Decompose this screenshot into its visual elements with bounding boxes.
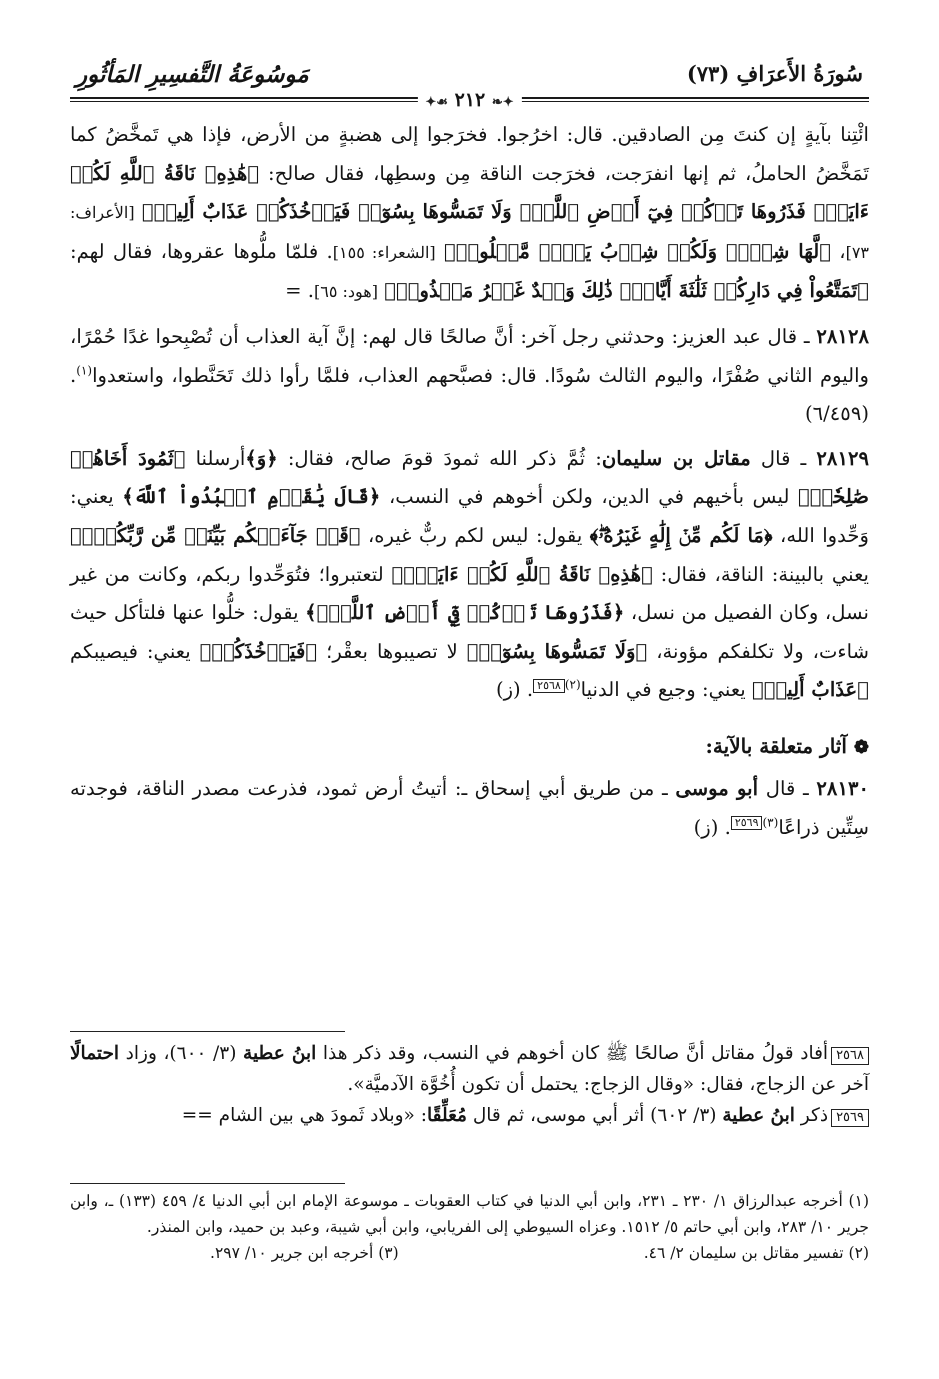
- verse-reference: [الشعراء: ١٥٥]: [332, 242, 436, 262]
- text-run: ـ قال: [750, 446, 817, 470]
- text-run: ،: [830, 239, 846, 263]
- page-header: [70, 55, 869, 111]
- scholar-name: ابنُ عطية: [722, 1105, 795, 1126]
- text-run: ـ قال: [758, 776, 817, 800]
- quran-verse: ﴿هَٰذِهِۦ نَاقَةُ ٱللَّهِ لَكُمۡ ءَايَةٗۖ فَذَرُوهَا تَأۡكُلۡ فِيٓ أَرۡضِ ٱللَّهِۖ وَلَا تَمَسُّوهَا بِسُوٓءٖ فَيَأۡخُذَكُمۡ عَذَابٌ أَلِيمٞ﴾: [70, 161, 869, 224]
- text-run: يعني بالبينة: الناقة، فقال:: [652, 562, 869, 586]
- quran-verse: ﴿قَالَ يَٰقَوۡمِ ٱعۡبُدُواْ ٱللَّهَ﴾: [122, 485, 381, 509]
- text-run: يعني: وجيع في الدنيا: [580, 678, 752, 702]
- commentary-box-label: ٢٥٦٨: [831, 1047, 869, 1065]
- text-run: : ثُمَّ ذكر الله ثمودَ قومَ صالح، فقال:: [277, 446, 602, 470]
- text-run: لتعتبروا؛ فتُوَحِّدوا ربكم، وكانت من غير نسل، وكان الفصيل من نسل،: [70, 562, 870, 625]
- quran-verse: ﴿عَذَابٌ أَلِيمٞ﴾: [751, 678, 869, 702]
- footnote-3: (٣) أخرجه ابن جرير ١٠/ ٢٩٧.: [210, 1244, 399, 1262]
- paragraph-continuation: [70, 116, 869, 312]
- commentary-2569: [70, 1100, 869, 1131]
- quran-verse: ﴿وَلَا تَمَسُّوهَا بِسُوٓءٖ﴾: [466, 639, 648, 663]
- narration-28129: [70, 440, 869, 710]
- footnote-row: [70, 1240, 869, 1266]
- commentary-2568: [70, 1038, 869, 1100]
- source-reference: . (ز): [693, 815, 731, 839]
- narrator-name: أبو موسى: [675, 776, 759, 800]
- verse-reference: [هود: ٦٥]: [313, 282, 378, 302]
- text-run: (٣/ ٦٠٢) أثر أبي موسى، ثم قال: [466, 1105, 723, 1126]
- quran-verse: ﴿لَّهَا شِرۡبٞ وَلَكُمۡ شِرۡبُ يَوۡمٖ مَّعۡلُومٖ﴾: [443, 239, 831, 263]
- flower-ornament-icon: ❁: [853, 736, 869, 758]
- commentary-box-ref[interactable]: ٢٥٦٩: [731, 816, 763, 830]
- footnote-marker[interactable]: (٢): [564, 677, 581, 692]
- text-run: أرسلنا: [185, 446, 246, 470]
- text-run: : «وبلاد ثَمودَ هي بين الشام ==: [181, 1105, 427, 1126]
- quran-verse: ﴿قَدۡ جَآءَتۡكُم بَيِّنَةٞ مِّن رَّبِّكُمۡۖ﴾: [70, 523, 361, 547]
- commentary-box-label: ٢٥٦٩: [831, 1109, 869, 1127]
- quran-verse: ﴿مَا لَكُم مِّنۡ إِلَٰهٍ غَيۡرُهُۥۖ﴾: [589, 523, 773, 547]
- text-run: يعني: وَحِّدوا الله،: [70, 485, 870, 547]
- text-run: يقول: خلُّوا عنها فلتأكل حيث شاءت، ولا تكلفكم مؤونة،: [70, 601, 869, 663]
- source-reference: . (ز): [495, 678, 534, 702]
- narration-number: ٢٨١٢٩: [816, 446, 870, 470]
- emphasis: مُعَلِّقًا: [426, 1105, 467, 1126]
- commentary-divider: [70, 1031, 345, 1032]
- quran-verse: ﴿وَ﴾: [245, 446, 278, 470]
- narration-28128: [70, 318, 869, 434]
- text-run: ائْتِنا بآيةٍ إن كنتَ مِن الصادقين. قال: اخرُجوا. فخرَجوا إلى هضبةٍ من الأرض، فإذا هي تَمخَّضُ كما تَمَخَّضُ الحاملُ، ثم إنها انفرَجت، فخرَجت الناقة مِن وسطِها، فقال صالح:: [70, 123, 870, 185]
- quran-verse: ﴿تَمَتَّعُواْ فِي دَارِكُمۡ ثَلَٰثَةَ أَيَّامٖۖ ذَٰلِكَ وَعۡدٌ غَيۡرُ مَكۡذُوبٖ﴾: [384, 279, 869, 303]
- text-run: ـ من طريق أبي إسحاق ـ: أتيتُ أرض ثمود، فذرعت مصدر الناقة، فوجدته سِتِّين ذراعًا: [70, 776, 869, 839]
- ornament-left-icon: ☙✦: [425, 95, 448, 110]
- narration-28130: [70, 770, 869, 847]
- quran-verse: ﴿فَذَرُوهَا تَأۡكُلۡ فِيٓ أَرۡضِ ٱللَّهِۖ﴾: [305, 601, 625, 625]
- commentary-notes: [70, 1038, 869, 1131]
- footnote-divider: [70, 1183, 345, 1184]
- footnote-1: (١) أخرجه عبدالرزاق ١/ ٢٣٠ ـ ٢٣١، وابن أبي الدنيا في كتاب العقوبات ـ موسوعة الإمام ابن أبي الدنيا ٤/ ٤٥٩ (١٣٣) ـ، وابن جرير ١٠/ ٢٨٣، وابن أبي حاتم ٥/ ١٥١٢. وعزاه السيوطي إلى الفريابي، وابن أبي شيبة، وعبد بن حميد، وابن المنذر.: [70, 1192, 869, 1236]
- surah-title: سُورَةُ الأَعرَافِ (٧٣): [686, 61, 863, 86]
- scholar-name: ابنُ عطية: [243, 1043, 317, 1064]
- narrator-name: مقاتل بن سليمان: [601, 446, 751, 470]
- verse-reference: [الأعراف: ٧٣]: [70, 203, 869, 262]
- quran-verse: ﴿ثَمُودَ أَخَاهُمۡ صَٰلِحٗاۚ﴾: [70, 446, 870, 509]
- emphasis: احتمالًا: [70, 1043, 120, 1064]
- text-run: . =: [285, 279, 314, 303]
- text-run: لا تصيبوها بعقْر؛: [317, 639, 467, 663]
- footnote-2: (٢) تفسير مقاتل بن سليمان ٢/ ٤٦.: [643, 1244, 869, 1262]
- text-run: آخر عن الزجاج، فقال: «وقال الزجاج: يحتمل أن تكون أُخُوَّة الآدميَّة».: [347, 1074, 869, 1095]
- ornament-right-icon: ✦❧: [491, 95, 514, 110]
- text-run: . فلمّا ملُّوها عقروها، فقال لهم:: [70, 239, 333, 263]
- text-run: ليس بأخيهم في الدين، ولكن أخوهم في النسب،: [380, 485, 798, 509]
- text-run: يعني: فيصيبكم: [70, 639, 200, 663]
- page-number-block: [417, 89, 521, 111]
- commentary-box-ref[interactable]: ٢٥٦٨: [533, 679, 565, 693]
- quran-verse: ﴿هَٰذِهِۦ نَاقَةُ ٱللَّهِ لَكُمۡ ءَايَةٗۖ﴾: [391, 562, 653, 586]
- footnote-marker[interactable]: (١): [76, 363, 93, 378]
- main-text: [70, 116, 869, 853]
- narration-number: ٢٨١٢٨: [816, 324, 869, 348]
- text-run: ـ قال عبد العزيز: وحدثني رجل آخر: أنَّ صالحًا قال لهم: إنَّ آية العذاب أن تُصْبِحوا غدًا حُمْرًا، واليوم الثاني صُفْرًا، واليوم الثالث سُودًا. قال: فصبَّحهم العذاب، فلمَّا رأوا ذلك تَحَنَّطوا، واستعدوا: [70, 324, 869, 387]
- text-run: يقول: ليس لكم ربٌّ غيره،: [360, 523, 590, 547]
- book-title: مَوسُوعَةُ التَّفسِيرِ المَأثُورِ: [76, 61, 309, 88]
- section-heading: [70, 730, 869, 764]
- page-number: ٢١٢: [454, 89, 486, 111]
- footnotes: [70, 1188, 869, 1266]
- narration-number: ٢٨١٣٠: [816, 776, 870, 800]
- text-run: أفاد قولُ مقاتل أنَّ صالحًا ﷺ كان أخوهم في النسب، وقد ذكر هذا: [316, 1043, 829, 1064]
- source-reference: . (٦/٤٥٩): [70, 363, 869, 426]
- section-title: آثار متعلقة بالآية:: [705, 733, 847, 758]
- text-run: (٣/ ٦٠٠)، وزاد: [119, 1043, 244, 1064]
- text-run: ذكر: [794, 1105, 829, 1126]
- footnote-marker[interactable]: (٣): [762, 814, 779, 829]
- quran-verse: ﴿فَيَأۡخُذَكُمۡ﴾: [199, 639, 318, 663]
